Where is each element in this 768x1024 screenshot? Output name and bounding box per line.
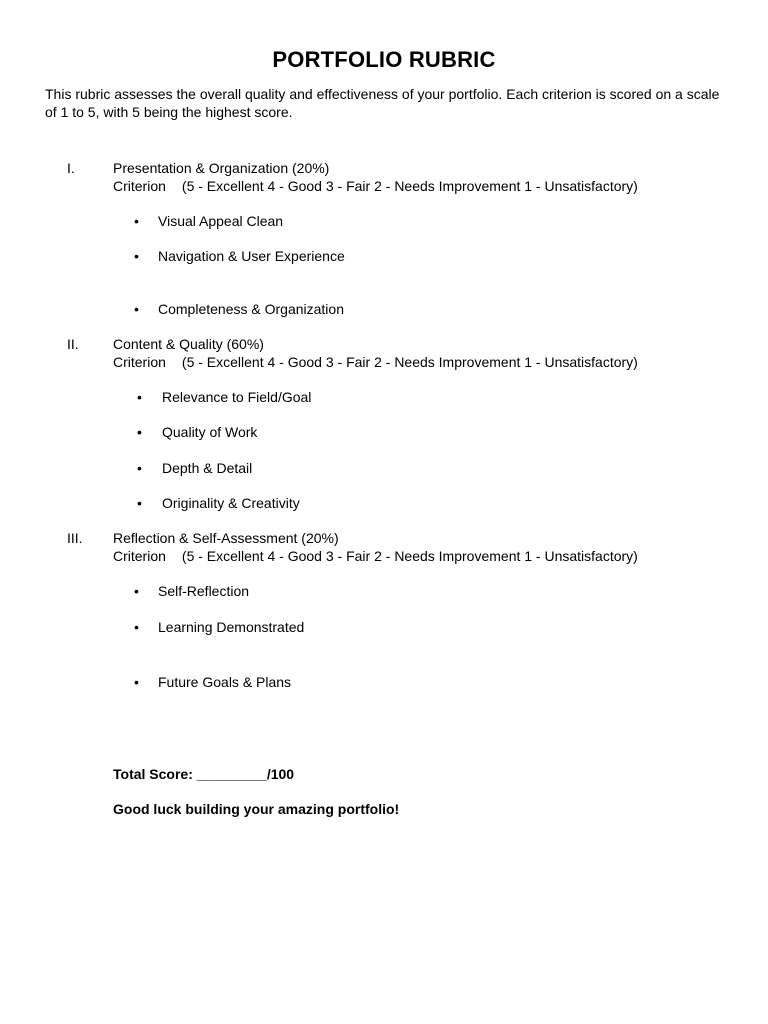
list-item: Learning Demonstrated [158, 619, 305, 635]
list-item: Self-Reflection [158, 583, 250, 599]
bullet-icon: • [134, 674, 139, 690]
list-item: Navigation & User Experience [158, 248, 345, 264]
bullet-icon: • [137, 424, 142, 440]
bullet-icon: • [134, 583, 139, 599]
criterion-scale: (5 - Excellent 4 - Good 3 - Fair 2 - Needs Improvement 1 - Unsatisfactory) [181, 354, 638, 370]
bullet-icon: • [134, 619, 139, 635]
criterion-line [113, 548, 638, 564]
list-item: Relevance to Field/Goal [162, 389, 312, 405]
section-title: Presentation & Organization (20%) [113, 160, 330, 176]
criterion-label: Criterion [113, 354, 166, 370]
criterion-line [113, 178, 638, 194]
list-item: Visual Appeal Clean [158, 213, 284, 229]
criterion-label: Criterion [113, 548, 166, 564]
intro-paragraph: This rubric assesses the overall quality and effectiveness of your portfolio. Each criterion is scored on a scale of 1 to 5, with 5 being the highest score. [45, 86, 720, 120]
list-item: Completeness & Organization [158, 301, 344, 317]
criterion-scale: (5 - Excellent 4 - Good 3 - Fair 2 - Needs Improvement 1 - Unsatisfactory) [181, 548, 638, 564]
list-item: Depth & Detail [162, 460, 253, 476]
criterion-scale: (5 - Excellent 4 - Good 3 - Fair 2 - Needs Improvement 1 - Unsatisfactory) [181, 178, 638, 194]
list-item: Future Goals & Plans [158, 674, 292, 690]
section-title: Reflection & Self-Assessment (20%) [113, 530, 339, 546]
criterion-label: Criterion [113, 178, 166, 194]
page-title: PORTFOLIO RUBRIC [272, 47, 496, 72]
bullet-icon: • [137, 495, 142, 511]
closing-message: Good luck building your amazing portfolio! [113, 801, 400, 817]
section-numeral: III. [67, 530, 83, 546]
bullet-icon: • [137, 460, 142, 476]
total-score: Total Score: _________/100 [113, 766, 295, 782]
list-item: Originality & Creativity [162, 495, 300, 511]
list-item: Quality of Work [162, 424, 258, 440]
section-title: Content & Quality (60%) [113, 336, 264, 352]
bullet-icon: • [134, 213, 139, 229]
section-numeral: II. [67, 336, 79, 352]
bullet-icon: • [134, 301, 139, 317]
bullet-icon: • [134, 248, 139, 264]
bullet-icon: • [137, 389, 142, 405]
criterion-line [113, 354, 638, 370]
section-numeral: I. [67, 160, 75, 176]
